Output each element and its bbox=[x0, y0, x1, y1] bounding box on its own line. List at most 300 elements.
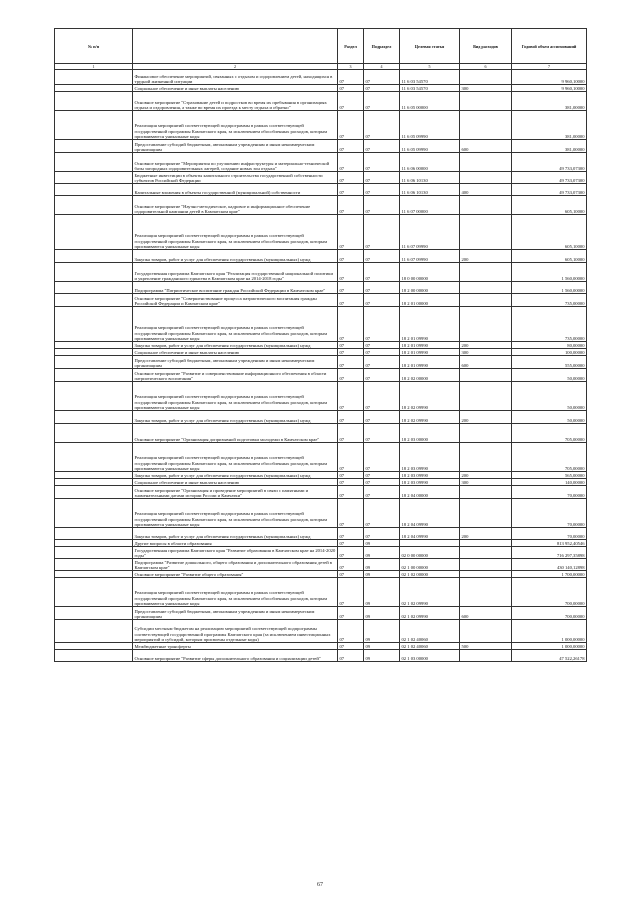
table-row bbox=[55, 111, 587, 140]
table-row bbox=[55, 369, 587, 382]
table-row bbox=[55, 578, 587, 607]
row-amount-cell: 70,00000 bbox=[512, 528, 587, 540]
table-row bbox=[55, 153, 587, 172]
row-amount-cell: 700,00000 bbox=[512, 607, 587, 620]
row-expense-type-cell: 200 bbox=[460, 250, 512, 263]
row-number-cell bbox=[55, 85, 133, 92]
row-number-cell bbox=[55, 307, 133, 342]
row-number-cell bbox=[55, 528, 133, 540]
row-podrazdel-cell: 09 bbox=[364, 643, 400, 650]
row-expense-type-cell bbox=[460, 111, 512, 140]
header-name bbox=[133, 29, 338, 64]
table-row bbox=[55, 349, 587, 356]
table-row bbox=[55, 307, 587, 342]
row-target-code-cell: 11 6 07 09990 bbox=[400, 215, 460, 250]
row-podrazdel-cell: 09 bbox=[364, 620, 400, 643]
row-name-cell: Государственная программа Камчатского края "Реализация государственной национальной политики и укрепление гражданского единства в Камчатском крае на 2014-2018 годы" bbox=[133, 263, 338, 282]
row-razdel-cell: 07 bbox=[338, 356, 364, 369]
row-razdel-cell: 07 bbox=[338, 369, 364, 382]
row-amount-cell: 1 000,00000 bbox=[512, 643, 587, 650]
header-podrazdel: Подраздел bbox=[364, 29, 400, 64]
row-expense-type-cell bbox=[460, 571, 512, 578]
budget-table bbox=[54, 28, 587, 662]
row-target-code-cell: 18 2 02 09990 bbox=[400, 382, 460, 411]
row-target-code-cell: 11 6 05 00000 bbox=[400, 92, 460, 111]
row-target-code-cell: 18 2 02 09990 bbox=[400, 411, 460, 424]
table-row bbox=[55, 263, 587, 282]
row-number-cell bbox=[55, 578, 133, 607]
column-number: 2 bbox=[133, 64, 338, 70]
row-target-code-cell: 11 6 06 00000 bbox=[400, 153, 460, 172]
column-number: 1 bbox=[55, 64, 133, 70]
row-name-cell: Социальное обеспечение и иные выплаты населению bbox=[133, 479, 338, 486]
row-number-cell bbox=[55, 643, 133, 650]
table-row bbox=[55, 294, 587, 307]
table-row bbox=[55, 547, 587, 559]
header-expense-type: Вид расходов bbox=[460, 29, 512, 64]
row-expense-type-cell: 300 bbox=[460, 479, 512, 486]
row-razdel-cell: 07 bbox=[338, 111, 364, 140]
table-row bbox=[55, 85, 587, 92]
row-name-cell: Основное мероприятие "Развитие общего образования" bbox=[133, 571, 338, 578]
table-row bbox=[55, 250, 587, 263]
table-row bbox=[55, 411, 587, 424]
row-podrazdel-cell: 09 bbox=[364, 571, 400, 578]
row-razdel-cell: 07 bbox=[338, 382, 364, 411]
row-podrazdel-cell: 07 bbox=[364, 443, 400, 472]
row-target-code-cell: 11 6 06 10130 bbox=[400, 172, 460, 184]
row-target-code-cell: 18 0 00 00000 bbox=[400, 263, 460, 282]
page-number: 67 bbox=[317, 882, 323, 888]
row-amount-cell: 381,00000 bbox=[512, 92, 587, 111]
table-row bbox=[55, 472, 587, 479]
column-number: 5 bbox=[400, 64, 460, 70]
row-razdel-cell: 07 bbox=[338, 250, 364, 263]
column-number: 3 bbox=[338, 64, 364, 70]
row-podrazdel-cell: 07 bbox=[364, 153, 400, 172]
row-target-code-cell: 18 2 04 09990 bbox=[400, 528, 460, 540]
row-amount-cell: 605,10000 bbox=[512, 215, 587, 250]
row-amount-cell: 80,00000 bbox=[512, 342, 587, 349]
row-expense-type-cell: 600 bbox=[460, 607, 512, 620]
row-razdel-cell: 07 bbox=[338, 528, 364, 540]
row-target-code-cell: 02 1 02 09990 bbox=[400, 578, 460, 607]
row-name-cell: Основное мероприятие "Совершенствование процесса патриотического воспитания граждан Российской Федерации и Камчатском крае" bbox=[133, 294, 338, 307]
row-podrazdel-cell: 07 bbox=[364, 349, 400, 356]
row-number-cell bbox=[55, 140, 133, 153]
row-expense-type-cell bbox=[460, 547, 512, 559]
row-target-code-cell: 18 2 01 09990 bbox=[400, 307, 460, 342]
row-razdel-cell: 07 bbox=[338, 559, 364, 571]
row-razdel-cell: 07 bbox=[338, 263, 364, 282]
row-amount-cell: 605,10000 bbox=[512, 250, 587, 263]
row-target-code-cell: 02 1 02 09990 bbox=[400, 607, 460, 620]
row-amount-cell: 9 960,10000 bbox=[512, 70, 587, 85]
row-number-cell bbox=[55, 356, 133, 369]
row-name-cell: Субсидии местным бюджетам на реализацию мероприятий соответствующей подпрограммы соответствующей государственной программы Камчатского края (за исключением инвестиционных мероприятий и субсидий, которым присвоены отдельные коды) bbox=[133, 620, 338, 643]
row-number-cell bbox=[55, 250, 133, 263]
row-podrazdel-cell: 07 bbox=[364, 92, 400, 111]
row-expense-type-cell: 200 bbox=[460, 411, 512, 424]
row-expense-type-cell bbox=[460, 578, 512, 607]
row-razdel-cell: 07 bbox=[338, 196, 364, 215]
row-name-cell: Закупка товаров, работ и услуг для обеспечения государственных (муниципальных) нужд bbox=[133, 472, 338, 479]
row-number-cell bbox=[55, 172, 133, 184]
row-podrazdel-cell: 07 bbox=[364, 528, 400, 540]
row-podrazdel-cell: 07 bbox=[364, 111, 400, 140]
row-number-cell bbox=[55, 349, 133, 356]
row-podrazdel-cell: 09 bbox=[364, 547, 400, 559]
row-podrazdel-cell: 09 bbox=[364, 650, 400, 662]
row-expense-type-cell bbox=[460, 294, 512, 307]
row-amount-cell: 605,10000 bbox=[512, 196, 587, 215]
row-expense-type-cell bbox=[460, 382, 512, 411]
row-expense-type-cell bbox=[460, 196, 512, 215]
row-razdel-cell: 07 bbox=[338, 571, 364, 578]
row-podrazdel-cell: 07 bbox=[364, 250, 400, 263]
row-name-cell: Реализация мероприятий соответствующей подпрограммы в рамках соответствующей государственной программы Камчатского края, за исключением обособленных расходов, которым присваиваются уникальные коды bbox=[133, 443, 338, 472]
row-target-code-cell: 18 2 04 09990 bbox=[400, 499, 460, 528]
row-target-code-cell: 11 6 07 09990 bbox=[400, 250, 460, 263]
row-expense-type-cell bbox=[460, 559, 512, 571]
row-podrazdel-cell: 09 bbox=[364, 578, 400, 607]
row-amount-cell: 381,00000 bbox=[512, 140, 587, 153]
row-target-code-cell: 02 1 03 00000 bbox=[400, 650, 460, 662]
row-expense-type-cell: 300 bbox=[460, 349, 512, 356]
row-razdel-cell: 07 bbox=[338, 70, 364, 85]
table-row bbox=[55, 92, 587, 111]
row-expense-type-cell bbox=[460, 92, 512, 111]
row-number-cell bbox=[55, 282, 133, 294]
row-name-cell: Реализация мероприятий соответствующей подпрограммы в рамках соответствующей государственной программы Камчатского края, за исключением обособленных расходов, которым присваиваются уникальные коды bbox=[133, 499, 338, 528]
row-name-cell: Социальное обеспечение и иные выплаты населению bbox=[133, 349, 338, 356]
row-razdel-cell: 07 bbox=[338, 349, 364, 356]
row-podrazdel-cell: 09 bbox=[364, 540, 400, 547]
row-amount-cell: 49 733,07300 bbox=[512, 153, 587, 172]
row-razdel-cell: 07 bbox=[338, 499, 364, 528]
row-amount-cell: 705,00000 bbox=[512, 424, 587, 443]
row-number-cell bbox=[55, 571, 133, 578]
table-row bbox=[55, 443, 587, 472]
row-target-code-cell: 11 6 05 09990 bbox=[400, 140, 460, 153]
row-podrazdel-cell: 07 bbox=[364, 184, 400, 196]
table-row bbox=[55, 540, 587, 547]
row-number-cell bbox=[55, 70, 133, 85]
row-podrazdel-cell: 09 bbox=[364, 559, 400, 571]
header-razdel: Раздел bbox=[338, 29, 364, 64]
column-number: 4 bbox=[364, 64, 400, 70]
row-amount-cell: 735,00000 bbox=[512, 307, 587, 342]
row-amount-cell: 735,00000 bbox=[512, 294, 587, 307]
row-number-cell bbox=[55, 294, 133, 307]
row-expense-type-cell bbox=[460, 443, 512, 472]
row-name-cell: Предоставление субсидий бюджетным, автономным учреждениям и иным некоммерческим организациям bbox=[133, 356, 338, 369]
row-name-cell: Основное мероприятие "Развитие и совершенствование информационного обеспечения в области патриотического воспитания" bbox=[133, 369, 338, 382]
row-expense-type-cell: 600 bbox=[460, 140, 512, 153]
header-number: № п/п bbox=[55, 29, 133, 64]
row-name-cell: Закупка товаров, работ и услуг для обеспечения государственных (муниципальных) нужд bbox=[133, 250, 338, 263]
row-amount-cell: 1 700,00000 bbox=[512, 571, 587, 578]
row-amount-cell: 50,00000 bbox=[512, 369, 587, 382]
row-expense-type-cell bbox=[460, 499, 512, 528]
table-row bbox=[55, 196, 587, 215]
row-podrazdel-cell: 07 bbox=[364, 215, 400, 250]
row-name-cell: Подпрограмма "Развитие дошкольного, общего образования и дополнительного образования детей в Камчатском крае" bbox=[133, 559, 338, 571]
row-amount-cell: 70,00000 bbox=[512, 499, 587, 528]
row-number-cell bbox=[55, 650, 133, 662]
row-amount-cell: 1 560,00000 bbox=[512, 282, 587, 294]
table-row bbox=[55, 356, 587, 369]
row-target-code-cell: 18 2 02 00000 bbox=[400, 369, 460, 382]
row-name-cell: Реализация мероприятий соответствующей подпрограммы в рамках соответствующей государственной программы Камчатского края, за исключением обособленных расходов, которым присваиваются уникальные коды bbox=[133, 382, 338, 411]
row-number-cell bbox=[55, 92, 133, 111]
row-number-cell bbox=[55, 547, 133, 559]
table-row bbox=[55, 342, 587, 349]
row-razdel-cell: 07 bbox=[338, 92, 364, 111]
row-amount-cell: 705,00000 bbox=[512, 443, 587, 472]
row-amount-cell: 9 960,10000 bbox=[512, 85, 587, 92]
row-podrazdel-cell: 07 bbox=[364, 382, 400, 411]
row-podrazdel-cell: 07 bbox=[364, 140, 400, 153]
row-target-code-cell: 18 2 03 09990 bbox=[400, 472, 460, 479]
row-razdel-cell: 07 bbox=[338, 607, 364, 620]
row-target-code-cell: 18 2 03 09990 bbox=[400, 443, 460, 472]
row-razdel-cell: 07 bbox=[338, 620, 364, 643]
row-expense-type-cell: 200 bbox=[460, 342, 512, 349]
row-name-cell: Подпрограмма "Патриотическое воспитание граждан Российской Федерации в Камчатском крае" bbox=[133, 282, 338, 294]
row-razdel-cell: 07 bbox=[338, 424, 364, 443]
row-razdel-cell: 07 bbox=[338, 486, 364, 499]
row-number-cell bbox=[55, 499, 133, 528]
row-podrazdel-cell: 07 bbox=[364, 499, 400, 528]
row-name-cell: Реализация мероприятий соответствующей подпрограммы в рамках соответствующей государственной программы Камчатского края, за исключением обособленных расходов, которым присваиваются уникальные коды bbox=[133, 111, 338, 140]
row-name-cell: Основное мероприятие "Страхование детей и подростков во время их пребывания в организациях отдыха и оздоровления, а также во время их проезда к месту отдыха и обратно" bbox=[133, 92, 338, 111]
row-amount-cell: 47 522,26178 bbox=[512, 650, 587, 662]
row-expense-type-cell bbox=[460, 540, 512, 547]
row-expense-type-cell bbox=[460, 282, 512, 294]
table-row bbox=[55, 528, 587, 540]
row-razdel-cell: 07 bbox=[338, 85, 364, 92]
row-target-code-cell: 11 6 03 54570 bbox=[400, 70, 460, 85]
row-amount-cell: 1 560,00000 bbox=[512, 263, 587, 282]
row-number-cell bbox=[55, 215, 133, 250]
row-razdel-cell: 07 bbox=[338, 140, 364, 153]
row-amount-cell: 49 733,07300 bbox=[512, 172, 587, 184]
row-number-cell bbox=[55, 184, 133, 196]
row-amount-cell: 50,00000 bbox=[512, 411, 587, 424]
row-expense-type-cell: 600 bbox=[460, 356, 512, 369]
row-amount-cell: 700,00000 bbox=[512, 578, 587, 607]
row-target-code-cell bbox=[400, 540, 460, 547]
row-podrazdel-cell: 07 bbox=[364, 479, 400, 486]
row-podrazdel-cell: 07 bbox=[364, 486, 400, 499]
row-amount-cell: 100,00000 bbox=[512, 349, 587, 356]
row-expense-type-cell bbox=[460, 307, 512, 342]
row-razdel-cell: 07 bbox=[338, 443, 364, 472]
table-row bbox=[55, 486, 587, 499]
row-name-cell: Основное мероприятие "Развитие сферы дополнительного образования и социализации детей" bbox=[133, 650, 338, 662]
row-amount-cell: 49 733,07300 bbox=[512, 184, 587, 196]
row-target-code-cell: 11 6 06 10130 bbox=[400, 184, 460, 196]
table-row bbox=[55, 650, 587, 662]
row-number-cell bbox=[55, 263, 133, 282]
row-number-cell bbox=[55, 620, 133, 643]
header-row bbox=[55, 29, 587, 64]
row-expense-type-cell bbox=[460, 153, 512, 172]
table-row bbox=[55, 479, 587, 486]
row-podrazdel-cell: 07 bbox=[364, 172, 400, 184]
table-row bbox=[55, 607, 587, 620]
row-number-cell bbox=[55, 443, 133, 472]
row-podrazdel-cell: 07 bbox=[364, 196, 400, 215]
row-razdel-cell: 07 bbox=[338, 172, 364, 184]
row-name-cell: Закупка товаров, работ и услуг для обеспечения государственных (муниципальных) нужд bbox=[133, 342, 338, 349]
row-expense-type-cell bbox=[460, 369, 512, 382]
row-razdel-cell: 07 bbox=[338, 215, 364, 250]
row-razdel-cell: 07 bbox=[338, 643, 364, 650]
header-annual-amount: Годовой объем ассигнований bbox=[512, 29, 587, 64]
row-target-code-cell: 02 1 00 00000 bbox=[400, 559, 460, 571]
row-number-cell bbox=[55, 607, 133, 620]
row-podrazdel-cell: 07 bbox=[364, 282, 400, 294]
table-row bbox=[55, 215, 587, 250]
row-razdel-cell: 07 bbox=[338, 472, 364, 479]
row-target-code-cell: 18 2 01 09990 bbox=[400, 349, 460, 356]
row-number-cell bbox=[55, 486, 133, 499]
row-amount-cell: 430 140,12898 bbox=[512, 559, 587, 571]
row-expense-type-cell: 200 bbox=[460, 472, 512, 479]
row-number-cell bbox=[55, 382, 133, 411]
row-name-cell: Реализация мероприятий соответствующей подпрограммы в рамках соответствующей государственной программы Камчатского края, за исключением обособленных расходов, которым присваиваются уникальные коды bbox=[133, 307, 338, 342]
row-target-code-cell: 11 6 05 09990 bbox=[400, 111, 460, 140]
row-expense-type-cell bbox=[460, 263, 512, 282]
header-target-code: Целевая статья bbox=[400, 29, 460, 64]
row-name-cell: Другие вопросы в области образования bbox=[133, 540, 338, 547]
row-amount-cell: 70,00000 bbox=[512, 486, 587, 499]
row-name-cell: Предоставление субсидий бюджетным, автономным учреждениям и иным некоммерческим организациям bbox=[133, 607, 338, 620]
row-podrazdel-cell: 07 bbox=[364, 411, 400, 424]
row-expense-type-cell bbox=[460, 424, 512, 443]
table-row bbox=[55, 643, 587, 650]
table-row bbox=[55, 282, 587, 294]
row-number-cell bbox=[55, 540, 133, 547]
table-row bbox=[55, 382, 587, 411]
row-expense-type-cell: 200 bbox=[460, 528, 512, 540]
table-body bbox=[55, 70, 587, 662]
row-target-code-cell: 18 2 03 00000 bbox=[400, 424, 460, 443]
row-expense-type-cell bbox=[460, 650, 512, 662]
row-target-code-cell: 18 2 01 00000 bbox=[400, 294, 460, 307]
row-razdel-cell: 07 bbox=[338, 184, 364, 196]
row-name-cell: Капитальные вложения в объекты государственной (муниципальной) собственности bbox=[133, 184, 338, 196]
table-row bbox=[55, 620, 587, 643]
row-razdel-cell: 07 bbox=[338, 578, 364, 607]
row-amount-cell: 555,00000 bbox=[512, 356, 587, 369]
table-row bbox=[55, 424, 587, 443]
row-razdel-cell: 07 bbox=[338, 650, 364, 662]
row-target-code-cell: 02 1 02 40060 bbox=[400, 643, 460, 650]
row-name-cell: Реализация мероприятий соответствующей подпрограммы в рамках соответствующей государственной программы Камчатского края, за исключением обособленных расходов, которым присваиваются уникальные коды bbox=[133, 578, 338, 607]
row-expense-type-cell: 300 bbox=[460, 85, 512, 92]
row-name-cell: Закупка товаров, работ и услуг для обеспечения государственных (муниципальных) нужд bbox=[133, 528, 338, 540]
row-razdel-cell: 07 bbox=[338, 342, 364, 349]
row-target-code-cell: 02 1 02 00000 bbox=[400, 571, 460, 578]
row-expense-type-cell bbox=[460, 486, 512, 499]
table-row bbox=[55, 140, 587, 153]
row-podrazdel-cell: 09 bbox=[364, 607, 400, 620]
row-razdel-cell: 07 bbox=[338, 479, 364, 486]
row-number-cell bbox=[55, 369, 133, 382]
row-podrazdel-cell: 07 bbox=[364, 369, 400, 382]
row-expense-type-cell bbox=[460, 620, 512, 643]
row-name-cell: Государственная программа Камчатского края "Развитие образования в Камчатском крае на 2014-2020 годы" bbox=[133, 547, 338, 559]
row-razdel-cell: 07 bbox=[338, 294, 364, 307]
row-number-cell bbox=[55, 153, 133, 172]
row-razdel-cell: 07 bbox=[338, 411, 364, 424]
row-amount-cell: 381,00000 bbox=[512, 111, 587, 140]
row-podrazdel-cell: 07 bbox=[364, 294, 400, 307]
table-row bbox=[55, 172, 587, 184]
row-name-cell: Основное мероприятие "Мероприятия по улучшению инфраструктуры и материально-технической базы загородных оздоровительных лагерей, создание новых зон отдыха" bbox=[133, 153, 338, 172]
row-target-code-cell: 18 2 00 00000 bbox=[400, 282, 460, 294]
row-number-cell bbox=[55, 559, 133, 571]
row-name-cell: Бюджетные инвестиции в объекты капитального строительства государственной собственности субъектов Российской Федерации bbox=[133, 172, 338, 184]
budget-sheet bbox=[54, 28, 586, 662]
row-target-code-cell: 02 0 00 00000 bbox=[400, 547, 460, 559]
row-number-cell bbox=[55, 479, 133, 486]
row-target-code-cell: 11 6 03 54570 bbox=[400, 85, 460, 92]
row-expense-type-cell: 400 bbox=[460, 184, 512, 196]
row-razdel-cell: 07 bbox=[338, 540, 364, 547]
row-podrazdel-cell: 07 bbox=[364, 472, 400, 479]
table-row bbox=[55, 571, 587, 578]
row-expense-type-cell bbox=[460, 172, 512, 184]
row-name-cell: Основное мероприятие "Организация и проведение мероприятий в связи с памятными и знаменательными датами истории России и Камчатки" bbox=[133, 486, 338, 499]
row-target-code-cell: 18 2 01 09990 bbox=[400, 356, 460, 369]
row-number-cell bbox=[55, 111, 133, 140]
row-target-code-cell: 02 1 02 40060 bbox=[400, 620, 460, 643]
row-target-code-cell: 18 2 01 09990 bbox=[400, 342, 460, 349]
row-expense-type-cell bbox=[460, 215, 512, 250]
row-razdel-cell: 07 bbox=[338, 282, 364, 294]
row-razdel-cell: 07 bbox=[338, 307, 364, 342]
row-podrazdel-cell: 07 bbox=[364, 307, 400, 342]
row-podrazdel-cell: 07 bbox=[364, 70, 400, 85]
row-podrazdel-cell: 07 bbox=[364, 356, 400, 369]
row-amount-cell: 813 952,40546 bbox=[512, 540, 587, 547]
row-podrazdel-cell: 07 bbox=[364, 342, 400, 349]
row-amount-cell: 1 000,00000 bbox=[512, 620, 587, 643]
row-number-cell bbox=[55, 342, 133, 349]
row-expense-type-cell: 500 bbox=[460, 643, 512, 650]
row-amount-cell: 716 297,35898 bbox=[512, 547, 587, 559]
row-name-cell: Предоставление субсидий бюджетным, автономным учреждениям и иным некоммерческим организациям bbox=[133, 140, 338, 153]
row-name-cell: Финансовое обеспечение мероприятий, связанных с отдыхом и оздоровлением детей, находящихся в трудной жизненной ситуации bbox=[133, 70, 338, 85]
row-amount-cell: 140,00000 bbox=[512, 479, 587, 486]
row-name-cell: Основное мероприятие "Научно-методическое, кадровое и информационное обеспечение оздоровительной кампании детей в Камчатском крае" bbox=[133, 196, 338, 215]
column-number: 6 bbox=[460, 64, 512, 70]
table-row bbox=[55, 499, 587, 528]
row-amount-cell: 50,00000 bbox=[512, 382, 587, 411]
row-name-cell: Социальное обеспечение и иные выплаты населению bbox=[133, 85, 338, 92]
row-number-cell bbox=[55, 472, 133, 479]
row-expense-type-cell bbox=[460, 70, 512, 85]
row-podrazdel-cell: 07 bbox=[364, 263, 400, 282]
row-number-cell bbox=[55, 424, 133, 443]
row-target-code-cell: 18 2 04 00000 bbox=[400, 486, 460, 499]
row-podrazdel-cell: 07 bbox=[364, 424, 400, 443]
row-amount-cell: 565,00000 bbox=[512, 472, 587, 479]
